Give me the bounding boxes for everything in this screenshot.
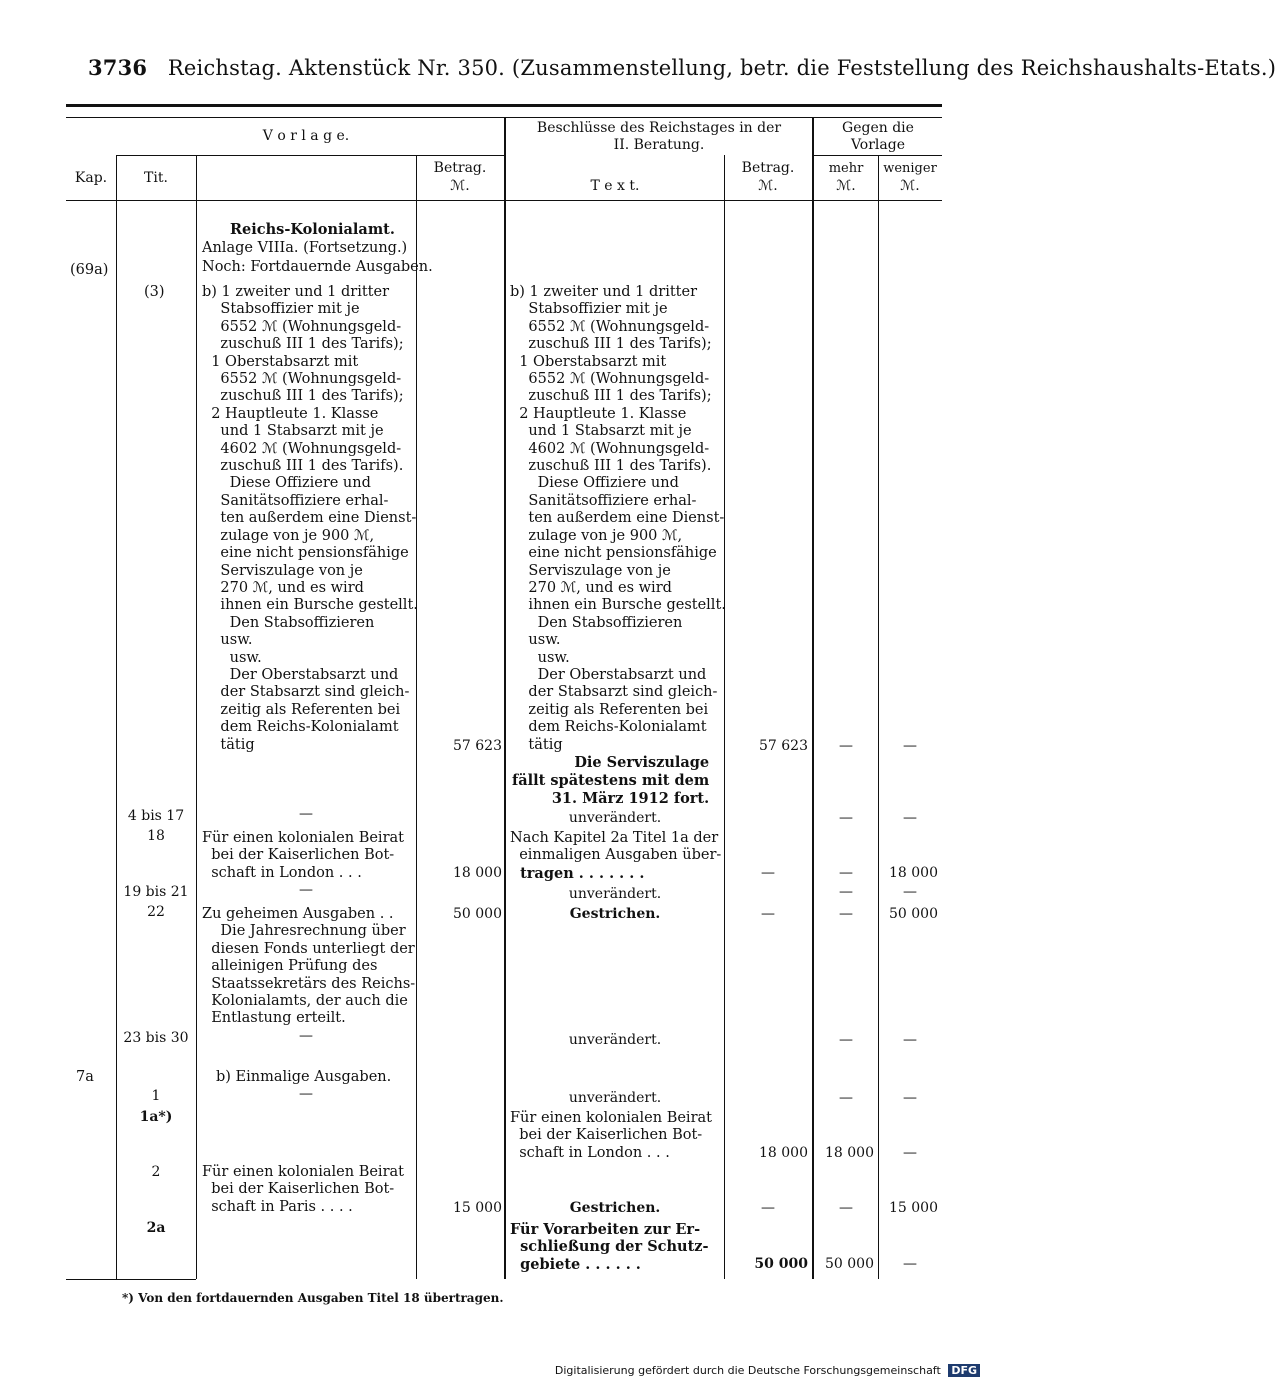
dash: — [761, 1200, 775, 1216]
page-number: 3736 [88, 55, 148, 80]
amount-2a-mehr: 50 000 [825, 1256, 874, 1272]
dash: — [839, 884, 853, 900]
tit-1: 1 [151, 1088, 161, 1104]
header-tit: Tit. [144, 170, 168, 186]
beschluss-text-18-end: tragen . . . . . . . [510, 865, 645, 882]
tit-2: 2 [151, 1164, 161, 1180]
header-weniger: weniger [883, 161, 937, 176]
header-split-rule-2 [812, 155, 942, 156]
header-split-rule [116, 155, 506, 156]
section-noch: Noch: Fortdauernde Ausgaben. [202, 259, 433, 275]
tit-2a: 2a [146, 1220, 166, 1236]
unveraendert-text: unverändert. [568, 1090, 662, 1106]
beschluss-main-text: b) 1 zweiter und 1 dritter Stabsoffizier mit je 6552 ℳ (Wohnungsgeld- zuschuß III 1 des Tarifs); 1 Oberstabsarzt mit 6552 ℳ (Wohnungsgeld- zuschuß III 1 des Tarifs); 2 Hauptleute 1. Klasse und 1 Stabsarzt mit je 4602 ℳ (Wohnungsgeld- zuschuß III 1 des Tarifs). Diese Offiziere und Sanitätsoffiziere erhal- ten außerdem eine Dienst- zulage von je 900 ℳ, eine nicht pensionsfähige Serviszulage von je 270 ℳ, und es wird ihnen ein Bursche gestellt. Den Stabsoffizieren usw. usw. Der Oberstabsarzt und der Stabsarzt sind gleich- zeitig als Referenten bei dem Reichs-Kolonialamt tätig [510, 284, 726, 753]
header-betrag-beschluss: Betrag. [741, 160, 795, 176]
dash: — [839, 1090, 853, 1106]
header-mehr: mehr [828, 161, 864, 176]
beschluss-text-2a: Für Vorarbeiten zur Er- schließung der Schutz- gebiete . . . . . . [510, 1221, 709, 1273]
dash: — [839, 738, 853, 754]
footnote: *) Von den fortdauernden Ausgaben Titel 18 übertragen. [122, 1291, 504, 1305]
header-text: T e x t. [590, 178, 640, 194]
tit-3: (3) [144, 284, 165, 300]
dash: — [839, 1032, 853, 1048]
amount-2-weniger: 15 000 [889, 1200, 938, 1216]
amount-2a-beschluss: 50 000 [754, 1256, 808, 1272]
amount-18-weniger: 18 000 [889, 865, 938, 881]
credit-text: Digitalisierung gefördert durch die Deutsche Forschungsgemeinschaft [554, 1364, 941, 1377]
amount-r1-beschluss: 57 623 [759, 738, 808, 754]
dash: — [903, 1256, 917, 1272]
tit-1a: 1a*) [139, 1109, 173, 1125]
amount-r1-vorlage: 57 623 [453, 738, 502, 754]
dash: — [903, 884, 917, 900]
digitization-credit [555, 1364, 980, 1377]
col-rule-mehr [878, 155, 879, 1279]
tit-22: 22 [147, 904, 165, 920]
kap-7a: 7a [76, 1069, 94, 1085]
dash: — [839, 810, 853, 826]
kap-69a: (69a) [70, 262, 109, 278]
einmalige-heading: b) Einmalige Ausgaben. [216, 1069, 392, 1085]
amount-18-vorlage: 18 000 [453, 865, 502, 881]
dash: — [839, 865, 853, 881]
tit-23-30: 23 bis 30 [123, 1030, 189, 1046]
vorlage-text-22: Zu geheimen Ausgaben . . Die Jahresrechnung über diesen Fonds unterliegt der alleinigen Prüfung des Staatssekretärs des Reichs- Kolonialamts, der auch die Entlastung erteilt. [202, 906, 416, 1027]
dash: — [761, 906, 775, 922]
header-beschluesse-2: II. Beratung. [613, 137, 705, 153]
section-anlage: Anlage VIIIa. (Fortsetzung.) [202, 240, 408, 256]
header-beschluesse-1: Beschlüsse des Reichstages in der [536, 120, 782, 136]
page-title: Reichstag. Aktenstück Nr. 350. (Zusammenstellung, betr. die Feststellung des Reichshaushalts-Etats.) [167, 56, 1276, 80]
header-kap: Kap. [74, 170, 108, 186]
header-mehr-mark: ℳ. [836, 178, 856, 194]
beschluss-text-18: Nach Kapitel 2a Titel 1a der einmaligen Ausgaben über- [510, 830, 722, 864]
header-mark-beschluss: ℳ. [758, 178, 778, 194]
unveraendert-text: unverändert. [568, 1032, 662, 1048]
amount-22-vorlage: 50 000 [453, 906, 502, 922]
page-header [88, 55, 1276, 80]
header-mark-vorlage: ℳ. [450, 178, 470, 194]
dash: — [903, 810, 917, 826]
dash: — [299, 882, 313, 898]
header-gegen-2: Vorlage [850, 137, 906, 153]
header-vorlage: V o r l a g e. [262, 128, 350, 144]
section-title: Reichs-Kolonialamt. [230, 221, 395, 238]
vorlage-text-18: Für einen kolonialen Beirat bei der Kaiserlichen Bot- schaft in London . . . [202, 830, 404, 881]
vorlage-main-text: b) 1 zweiter und 1 dritter Stabsoffizier mit je 6552 ℳ (Wohnungsgeld- zuschuß III 1 des Tarifs); 1 Oberstabsarzt mit 6552 ℳ (Wohnungsgeld- zuschuß III 1 des Tarifs); 2 Hauptleute 1. Klasse und 1 Stabsarzt mit je 4602 ℳ (Wohnungsgeld- zuschuß III 1 des Tarifs). Diese Offiziere und Sanitätsoffiziere erhal- ten außerdem eine Dienst- zulage von je 900 ℳ, eine nicht pensionsfähige Serviszulage von je 270 ℳ, und es wird ihnen ein Bursche gestellt. Den Stabsoffizieren usw. usw. Der Oberstabsarzt und der Stabsarzt sind gleich- zeitig als Referenten bei dem Reichs-Kolonialamt tätig [202, 284, 418, 753]
dash: — [903, 1090, 917, 1106]
dash: — [299, 1086, 313, 1102]
dash: — [903, 1145, 917, 1161]
header-weniger-mark: ℳ. [900, 178, 920, 194]
amount-1a-beschluss: 18 000 [759, 1145, 808, 1161]
amount-1a-mehr: 18 000 [825, 1145, 874, 1161]
unveraendert-text: unverändert. [568, 810, 662, 826]
amount-2-vorlage: 15 000 [453, 1200, 502, 1216]
dash: — [761, 865, 775, 881]
beschluss-bold-note: Die Serviszulage fällt spätestens mit dem 31. März 1912 fort. [512, 754, 710, 807]
dash: — [903, 738, 917, 754]
gestrichen-2: Gestrichen. [569, 1200, 661, 1216]
dash: — [903, 1032, 917, 1048]
vorlage-text-2: Für einen kolonialen Beirat bei der Kaiserlichen Bot- schaft in Paris . . . . [202, 1164, 404, 1215]
unveraendert-text: unverändert. [568, 886, 662, 902]
tit-18: 18 [147, 828, 165, 844]
top-rule-thick [66, 104, 942, 107]
header-gegen-1: Gegen die [842, 120, 914, 136]
footnote-rule [66, 1279, 196, 1280]
beschluss-text-1a: Für einen kolonialen Beirat bei der Kaiserlichen Bot- schaft in London . . . [510, 1110, 712, 1161]
amount-22-weniger: 50 000 [889, 906, 938, 922]
dfg-logo: DFG [948, 1364, 980, 1377]
header-betrag-vorlage: Betrag. [433, 160, 487, 176]
dash: — [839, 906, 853, 922]
tit-4-17: 4 bis 17 [127, 808, 185, 824]
gestrichen-22: Gestrichen. [569, 906, 661, 922]
dash: — [839, 1200, 853, 1216]
col-rule-tit [196, 155, 197, 1279]
tit-19-21: 19 bis 21 [123, 884, 189, 900]
dash: — [299, 806, 313, 822]
dash: — [299, 1028, 313, 1044]
